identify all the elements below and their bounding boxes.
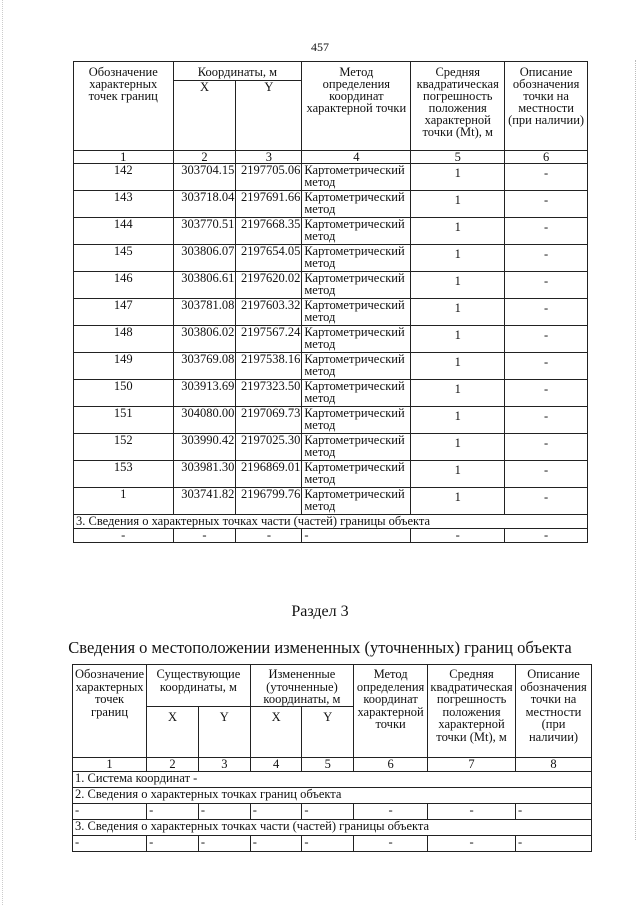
description-cell [505, 326, 588, 353]
x-coordinate-cell: 303781.08 [173, 299, 236, 326]
accuracy-cell [411, 488, 505, 515]
column-number: 6 [354, 757, 428, 771]
method-cell: Картометрический метод [302, 164, 411, 191]
method-cell: Картометрический метод [302, 299, 411, 326]
accuracy-cell-text: 1 [454, 247, 461, 261]
accuracy-cell [411, 380, 505, 407]
dash-cell: - [302, 803, 354, 819]
table-row [74, 245, 588, 272]
method-cell: Картометрический метод [302, 488, 411, 515]
description-cell-text: - [544, 382, 549, 396]
table-row [74, 218, 588, 245]
method-cell: Картометрический метод [302, 326, 411, 353]
t2-section2-row [73, 787, 592, 803]
description-cell [505, 245, 588, 272]
accuracy-cell [411, 461, 505, 488]
method-cell: Картометрический метод [302, 353, 411, 380]
y-coordinate-cell: 2197620.02 [236, 272, 302, 299]
t2-section3-dash-row [73, 835, 592, 851]
x-coordinate-cell: 303806.61 [173, 272, 236, 299]
description-cell [505, 353, 588, 380]
t2-header-designation: Обозначение характерных точек границ [73, 665, 147, 758]
column-numbers-row [74, 151, 588, 164]
point-cell: 152 [74, 434, 174, 461]
description-cell [505, 407, 588, 434]
method-cell: Картометрический метод [302, 380, 411, 407]
method-cell: Картометрический метод [302, 272, 411, 299]
accuracy-cell-text: 1 [454, 193, 461, 207]
x-coordinate-cell: 303704.15 [173, 164, 236, 191]
boundary-points-table [73, 61, 588, 543]
t2-header-x2: X [250, 706, 302, 757]
point-rows [74, 164, 588, 515]
t2-section3-row [73, 819, 592, 835]
description-cell-text: - [544, 247, 549, 261]
y-coordinate-cell: 2197069.73 [236, 407, 302, 434]
dash-cell: - [250, 835, 302, 851]
section3-dash-row [74, 529, 588, 543]
accuracy-cell-text: 1 [454, 436, 461, 450]
page-number: 457 [311, 40, 329, 54]
description-cell [505, 380, 588, 407]
accuracy-cell-text: 1 [454, 463, 461, 477]
table-row [74, 488, 588, 515]
y-coordinate-cell: 2197668.35 [236, 218, 302, 245]
accuracy-cell [411, 299, 505, 326]
y-coordinate-cell: 2197025.30 [236, 434, 302, 461]
accuracy-cell [411, 164, 505, 191]
column-number: 3 [198, 757, 250, 771]
t2-header-description: Описание обозначения точки на местности (при наличии) [516, 665, 592, 758]
dash-cell: - [354, 835, 428, 851]
column-number: 1 [73, 757, 147, 771]
dash-cell: - [428, 803, 516, 819]
t2-header-changed: Измененные (уточненные) координаты, м [250, 665, 353, 707]
column-number: 1 [74, 151, 174, 164]
point-cell: 147 [74, 299, 174, 326]
description-cell [505, 164, 588, 191]
accuracy-cell [411, 272, 505, 299]
table-row [74, 326, 588, 353]
t2-header-existing: Существующие координаты, м [147, 665, 251, 707]
description-cell-text: - [544, 328, 549, 342]
dash-cell: - [411, 529, 505, 543]
accuracy-cell-text: 1 [454, 409, 461, 423]
dash-cell: - [73, 803, 147, 819]
column-number: 4 [302, 151, 411, 164]
dash-cell: - [505, 529, 588, 543]
dash-cell: - [147, 803, 199, 819]
point-cell: 148 [74, 326, 174, 353]
x-coordinate-cell: 303718.04 [173, 191, 236, 218]
point-cell: 1 [74, 488, 174, 515]
accuracy-cell-text: 1 [454, 382, 461, 396]
header-x: X [173, 80, 236, 150]
method-cell: Картометрический метод [302, 218, 411, 245]
table-row [74, 164, 588, 191]
description-cell-text: - [544, 193, 549, 207]
t2-column-numbers-row [73, 757, 592, 771]
accuracy-cell [411, 434, 505, 461]
t2-section3-label: 3. Сведения о характерных точках части (частей) границы объекта [73, 819, 592, 835]
column-number: 5 [302, 757, 354, 771]
point-cell: 142 [74, 164, 174, 191]
dash-cell: - [73, 835, 147, 851]
scan-edge-right [631, 60, 636, 840]
description-cell-text: - [544, 274, 549, 288]
t2-header-x: X [147, 706, 199, 757]
y-coordinate-cell: 2197705.06 [236, 164, 302, 191]
column-number: 5 [411, 151, 505, 164]
dash-cell: - [173, 529, 236, 543]
x-coordinate-cell: 303741.82 [173, 488, 236, 515]
accuracy-cell [411, 245, 505, 272]
y-coordinate-cell: 2197538.16 [236, 353, 302, 380]
x-coordinate-cell: 303913.69 [173, 380, 236, 407]
table-row [74, 380, 588, 407]
accuracy-cell-text: 1 [454, 328, 461, 342]
y-coordinate-cell: 2197654.05 [236, 245, 302, 272]
t2-section2-dash-row [73, 803, 592, 819]
column-number: 4 [250, 757, 302, 771]
y-coordinate-cell: 2196799.76 [236, 488, 302, 515]
dash-cell: - [147, 835, 199, 851]
header-accuracy: Средняя квадратическая погрешность положения характерной точки (Mt), м [411, 62, 505, 151]
t2-section1-label: 1. Система координат - [73, 771, 592, 787]
description-cell-text: - [544, 220, 549, 234]
point-cell: 143 [74, 191, 174, 218]
table-row [74, 191, 588, 218]
method-cell: Картометрический метод [302, 461, 411, 488]
changed-boundaries-table [72, 664, 592, 852]
section3-row [74, 515, 588, 529]
accuracy-cell-text: 1 [454, 220, 461, 234]
section-title: Раздел 3 [291, 603, 349, 620]
t2-header-method: Метод определения координат характерной точки [354, 665, 428, 758]
x-coordinate-cell: 303990.42 [173, 434, 236, 461]
dash-cell: - [428, 835, 516, 851]
accuracy-cell [411, 191, 505, 218]
method-cell: Картометрический метод [302, 434, 411, 461]
column-number: 2 [173, 151, 236, 164]
header-coordinates: Координаты, м [173, 62, 302, 81]
dash-cell: - [302, 835, 354, 851]
accuracy-cell [411, 407, 505, 434]
dash-cell: - [74, 529, 174, 543]
header-description: Описание обозначения точки на местности (при наличии) [505, 62, 588, 151]
t2-header-accuracy: Средняя квадратическая погрешность положения характерной точки (Mt), м [428, 665, 516, 758]
description-cell-text: - [544, 436, 549, 450]
point-cell: 151 [74, 407, 174, 434]
y-coordinate-cell: 2197567.24 [236, 326, 302, 353]
accuracy-cell-text: 1 [454, 490, 461, 504]
column-number: 6 [505, 151, 588, 164]
method-cell: Картометрический метод [302, 245, 411, 272]
dash-cell: - [236, 529, 302, 543]
header-y: Y [236, 80, 302, 150]
t2-header-y2: Y [302, 706, 354, 757]
point-cell: 149 [74, 353, 174, 380]
dash-cell: - [516, 835, 592, 851]
y-coordinate-cell: 2197323.50 [236, 380, 302, 407]
dash-cell: - [198, 835, 250, 851]
t2-section1-row [73, 771, 592, 787]
point-cell: 144 [74, 218, 174, 245]
table-row [74, 407, 588, 434]
column-number: 8 [516, 757, 592, 771]
x-coordinate-cell: 303981.30 [173, 461, 236, 488]
table-row [74, 434, 588, 461]
point-cell: 153 [74, 461, 174, 488]
description-cell [505, 218, 588, 245]
header-designation: Обозначение характерных точек границ [74, 62, 174, 151]
t2-section2-label: 2. Сведения о характерных точках границ объекта [73, 787, 592, 803]
y-coordinate-cell: 2196869.01 [236, 461, 302, 488]
t2-header-y: Y [198, 706, 250, 757]
description-cell [505, 299, 588, 326]
description-cell-text: - [544, 166, 549, 180]
y-coordinate-cell: 2197603.32 [236, 299, 302, 326]
accuracy-cell-text: 1 [454, 274, 461, 288]
x-coordinate-cell: 303806.07 [173, 245, 236, 272]
accuracy-cell [411, 326, 505, 353]
point-cell: 150 [74, 380, 174, 407]
dash-cell: - [354, 803, 428, 819]
dash-cell: - [198, 803, 250, 819]
dash-cell: - [516, 803, 592, 819]
description-cell [505, 191, 588, 218]
section3-label: 3. Сведения о характерных точках части (частей) границы объекта [74, 515, 588, 529]
accuracy-cell [411, 353, 505, 380]
column-number: 3 [236, 151, 302, 164]
description-cell-text: - [544, 355, 549, 369]
scan-edge-left [2, 0, 5, 905]
column-number: 7 [428, 757, 516, 771]
accuracy-cell-text: 1 [454, 166, 461, 180]
x-coordinate-cell: 303770.51 [173, 218, 236, 245]
section-subtitle: Сведения о местоположении измененных (уточненных) границ объекта [68, 638, 572, 657]
header-method: Метод определения координат характерной точки [302, 62, 411, 151]
description-cell [505, 488, 588, 515]
table-row [74, 299, 588, 326]
table-row [74, 353, 588, 380]
description-cell-text: - [544, 409, 549, 423]
description-cell [505, 461, 588, 488]
description-cell-text: - [544, 463, 549, 477]
x-coordinate-cell: 303806.02 [173, 326, 236, 353]
description-cell [505, 272, 588, 299]
description-cell [505, 434, 588, 461]
accuracy-cell-text: 1 [454, 355, 461, 369]
column-number: 2 [147, 757, 199, 771]
point-cell: 145 [74, 245, 174, 272]
table-row [74, 461, 588, 488]
x-coordinate-cell: 304080.00 [173, 407, 236, 434]
y-coordinate-cell: 2197691.66 [236, 191, 302, 218]
accuracy-cell [411, 218, 505, 245]
description-cell-text: - [544, 490, 549, 504]
method-cell: Картометрический метод [302, 191, 411, 218]
dash-cell: - [250, 803, 302, 819]
point-cell: 146 [74, 272, 174, 299]
x-coordinate-cell: 303769.08 [173, 353, 236, 380]
description-cell-text: - [544, 301, 549, 315]
dash-cell: - [302, 529, 411, 543]
accuracy-cell-text: 1 [454, 301, 461, 315]
method-cell: Картометрический метод [302, 407, 411, 434]
table-row [74, 272, 588, 299]
